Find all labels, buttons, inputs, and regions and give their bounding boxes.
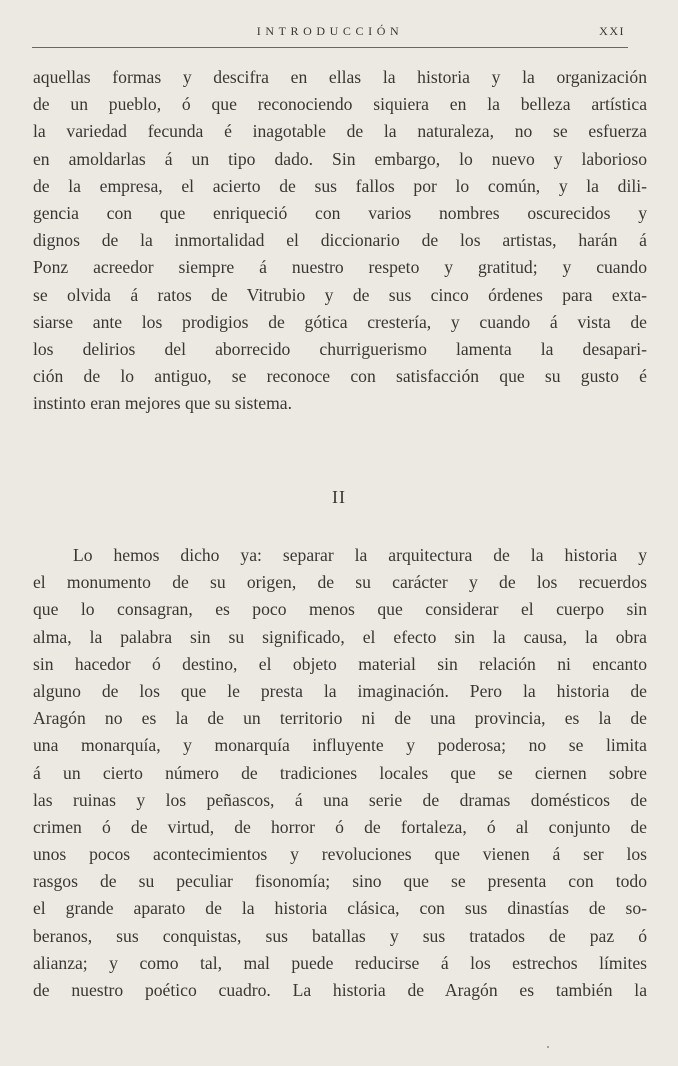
header-rule [32, 47, 628, 48]
text-line: alguno de los que le presta la imaginación. Pero la historia de [33, 680, 647, 701]
text-line: de un pueblo, ó que reconociendo siquiera en la belleza artística [33, 94, 647, 115]
text-line: Aragón no es la de un territorio ni de una provincia, es la de [33, 708, 647, 729]
text-line: beranos, sus conquistas, sus batallas y sus tratados de paz ó [33, 925, 647, 946]
text-line: los delirios del aborrecido churriguerismo lamenta la desapari- [33, 338, 647, 359]
text-line: aquellas formas y descifra en ellas la historia y la organización [33, 67, 647, 87]
text-line: sin hacedor ó destino, el objeto material sin relación ni encanto [33, 653, 647, 674]
text-line: á un cierto número de tradiciones locales que se ciernen sobre [33, 762, 647, 783]
text-line: de nuestro poético cuadro. La historia de Aragón es también la [33, 980, 647, 1000]
text-line: se olvida á ratos de Vitrubio y de sus cinco órdenes para exta- [33, 284, 647, 305]
text-line: el monumento de su origen, de su carácter y de los recuerdos [33, 572, 647, 593]
text-line: el grande aparato de la historia clásica, con sus dinastías de so- [33, 898, 647, 919]
text-line: dignos de la inmortalidad el diccionario de los artistas, harán á [33, 230, 647, 251]
text-line: ción de lo antiguo, se reconoce con satisfacción que su gusto é [33, 366, 647, 387]
text-line: una monarquía, y monarquía influyente y poderosa; no se limita [33, 735, 647, 756]
paragraph-section-ii [33, 542, 647, 1004]
text-line: Ponz acreedor siempre á nuestro respeto y gratitud; y cuando [33, 257, 647, 278]
paper-speck [547, 1046, 549, 1048]
text-line: alma, la palabra sin su significado, el efecto sin la causa, la obra [33, 626, 647, 647]
text-line: alianza; y como tal, mal puede reducirse á los estrechos límites [33, 952, 647, 973]
text-line: las ruinas y los peñascos, á una serie de dramas domésticos de [33, 789, 647, 810]
text-line: la variedad fecunda é inagotable de la naturaleza, no se esfuerza [33, 121, 647, 142]
text-line: siarse ante los prodigios de gótica crestería, y cuando á vista de [33, 311, 647, 332]
text-line: unos pocos acontecimientos y revoluciones que vienen á ser los [33, 844, 647, 865]
section-heading: II [332, 487, 346, 507]
text-line: que lo consagran, es poco menos que considerar el cuerpo sin [33, 599, 647, 620]
running-header [30, 22, 630, 42]
text-line: de la empresa, el acierto de sus fallos por lo común, y la dili- [33, 175, 647, 196]
text-line: crimen ó de virtud, de horror ó de fortaleza, ó al conjunto de [33, 816, 647, 837]
running-title: INTRODUCCIÓN [256, 24, 404, 38]
paragraph-continued [33, 64, 647, 417]
text-line: Lo hemos dicho ya: separar la arquitectura de la historia y [73, 545, 647, 565]
page-number: XXI [599, 24, 625, 38]
text-line: instinto eran mejores que su sistema. [33, 393, 292, 414]
text-line: gencia con que enriqueció con varios nombres oscurecidos y [33, 202, 647, 223]
text-line: en amoldarlas á un tipo dado. Sin embargo, lo nuevo y laborioso [33, 148, 647, 169]
text-line: rasgos de su peculiar fisonomía; sino que se presenta con todo [33, 871, 647, 892]
